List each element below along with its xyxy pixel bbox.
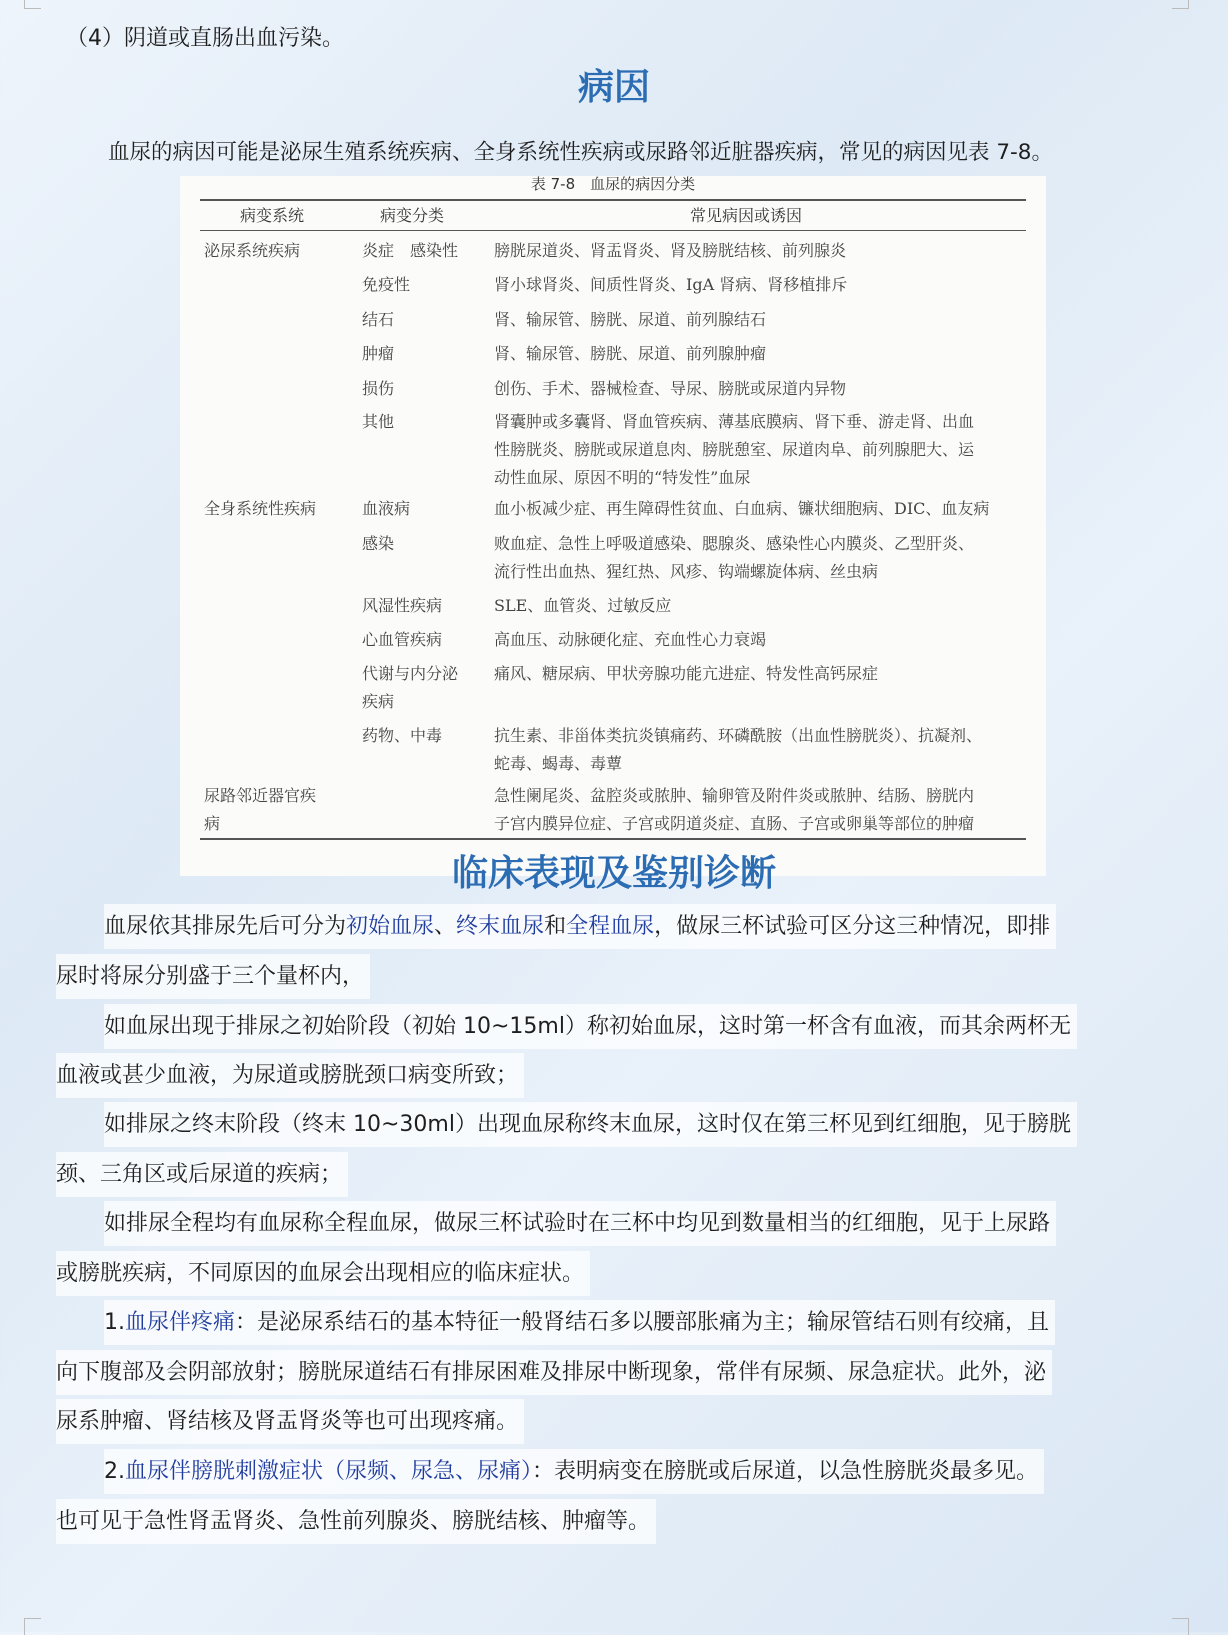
table-cell-category: 损伤	[362, 379, 395, 398]
table-bottom-rule	[200, 838, 1026, 840]
term-terminal-hematuria: 终末血尿	[456, 914, 545, 939]
table-cell-causes: 肾囊肿或多囊肾、肾血管疾病、薄基底膜病、肾下垂、游走肾、出血	[494, 412, 975, 431]
clinical-p2-line2: 血液或甚少血液，为尿道或膀胱颈口病变所致；	[56, 1061, 524, 1091]
table-cell-category: 血液病	[362, 499, 411, 518]
table-top-rule	[200, 199, 1026, 201]
clinical-p3-line1: 如排尿之终末阶段（终末 10~30ml）出现血尿称终末血尿，这时仅在第三杯见到红细胞，见于膀胱	[104, 1110, 1077, 1140]
table-cell-category: 其他	[362, 412, 395, 431]
table-cell-category: 药物、中毒	[362, 726, 443, 745]
table-cell-causes: 性膀胱炎、膀胱或尿道息肉、膀胱憩室、尿道肉阜、前列腺肥大、运	[494, 440, 975, 459]
table-caption: 表 7-8 血尿的病因分类	[530, 175, 696, 193]
table-cell-causes: 子宫内膜异位症、子宫或阴道炎症、直肠、子宫或卵巢等部位的肿瘤	[494, 814, 975, 833]
etiology-paragraph: 血尿的病因可能是泌尿生殖系统疾病、全身系统性疾病或尿路邻近脏器疾病，常见的病因见表 7-8。	[108, 140, 1053, 165]
section-heading-clinical: 临床表现及鉴别诊断	[451, 853, 776, 894]
table-cell-causes: 肾、输尿管、膀胱、尿道、前列腺结石	[494, 310, 767, 329]
term-initial-hematuria: 初始血尿	[346, 914, 435, 939]
table-cell-causes: 肾小球肾炎、间质性肾炎、IgA 肾病、肾移植排斥	[494, 275, 848, 294]
clinical-p5-line3: 尿系肿瘤、肾结核及肾盂肾炎等也可出现疼痛。	[56, 1407, 524, 1437]
table-cell-system: 全身系统性疾病	[204, 499, 317, 518]
p6-text: ：表明病变在膀胱或后尿道，以急性膀胱炎最多见。	[532, 1459, 1039, 1484]
clinical-p4-line2: 或膀胱疾病，不同原因的血尿会出现相应的临床症状。	[56, 1259, 590, 1289]
table-header-system: 病变系统	[240, 206, 305, 225]
p1-text-a: 血尿依其排尿先后可分为	[104, 914, 347, 939]
clinical-p5-line2: 向下腹部及会阴部放射；膀胱尿道结石有排尿困难及排尿中断现象，常伴有尿频、尿急症状。此外，泌	[56, 1358, 1052, 1388]
corner-mark-bottom-left	[24, 1618, 41, 1635]
p5-num: 1.	[104, 1310, 125, 1335]
corner-mark-bottom-right	[1172, 1618, 1189, 1635]
corner-mark-top-right	[1172, 0, 1189, 9]
p1-sep1: 、	[434, 914, 457, 939]
table-cell-system: 尿路邻近器官疾	[204, 786, 317, 805]
table-cell-causes: 肾、输尿管、膀胱、尿道、前列腺肿瘤	[494, 344, 767, 363]
table-cell-causes: 急性阑尾炎、盆腔炎或脓肿、输卵管及附件炎或脓肿、结肠、膀胱内	[494, 786, 975, 805]
term-total-hematuria: 全程血尿	[566, 914, 655, 939]
intro-line: （4）阴道或直肠出血污染。	[66, 26, 344, 51]
table-cell-causes: 抗生素、非甾体类抗炎镇痛药、环磷酰胺（出血性膀胱炎）、抗凝剂、	[494, 726, 983, 745]
table-header-causes: 常见病因或诱因	[690, 206, 803, 225]
p5-text: ：是泌尿系结石的基本特征一般肾结石多以腰部胀痛为主；输尿管结石则有绞痛，且	[235, 1310, 1050, 1335]
p1-text-b: ，做尿三杯试验可区分这三种情况，即排	[654, 914, 1051, 939]
p1-sep2: 和	[544, 914, 567, 939]
table-cell-category: 感染	[362, 534, 395, 553]
clinical-p2-line1: 如血尿出现于排尿之初始阶段（初始 10~15ml）称初始血尿，这时第一杯含有血液，而其余两杯无	[104, 1012, 1077, 1042]
table-cell-category: 结石	[362, 310, 395, 329]
table-cell-causes: 膀胱尿道炎、肾盂肾炎、肾及膀胱结核、前列腺炎	[494, 241, 847, 260]
table-cell-causes: 败血症、急性上呼吸道感染、腮腺炎、感染性心内膜炎、乙型肝炎、	[494, 534, 975, 553]
table-cell-causes: 蛇毒、蝎毒、毒蕈	[494, 754, 623, 773]
clinical-p6-line1	[104, 1457, 1044, 1487]
table-header-category: 病变分类	[380, 206, 445, 225]
section-heading-etiology: 病因	[577, 67, 650, 108]
clinical-p4-line1: 如排尿全程均有血尿称全程血尿，做尿三杯试验时在三杯中均见到数量相当的红细胞，见于上尿路	[104, 1209, 1056, 1239]
table-cell-category: 疾病	[362, 692, 395, 711]
clinical-p1-line1	[104, 912, 1056, 942]
table-cell-causes: 高血压、动脉硬化症、充血性心力衰竭	[494, 630, 767, 649]
table-header-rule	[200, 230, 1026, 231]
table-cell-category: 肿瘤	[362, 344, 395, 363]
corner-mark-top-left	[24, 0, 41, 9]
table-cell-causes: 动性血尿、原因不明的“特发性”血尿	[494, 468, 751, 487]
table-cell-category: 心血管疾病	[362, 630, 443, 649]
table-cell-causes: 血小板减少症、再生障碍性贫血、白血病、镰状细胞病、DIC、血友病	[494, 499, 990, 518]
table-cell-causes: 创伤、手术、器械检查、导尿、膀胱或尿道内异物	[494, 379, 847, 398]
table-cell-causes: 流行性出血热、猩红热、风疹、钩端螺旋体病、丝虫病	[494, 562, 879, 581]
clinical-p6-line2: 也可见于急性肾盂肾炎、急性前列腺炎、膀胱结核、肿瘤等。	[56, 1507, 656, 1537]
table-cell-causes: 痛风、糖尿病、甲状旁腺功能亢进症、特发性高钙尿症	[494, 664, 879, 683]
table-cell-category: 炎症 感染性	[362, 241, 459, 260]
term-hematuria-with-pain: 血尿伴疼痛	[125, 1310, 236, 1335]
table-cell-category: 代谢与内分泌	[362, 664, 459, 683]
table-cell-system: 病	[204, 814, 221, 833]
table-cell-system: 泌尿系统疾病	[204, 241, 301, 260]
p6-num: 2.	[104, 1459, 125, 1484]
table-cell-category: 免疫性	[362, 275, 411, 294]
clinical-p5-line1	[104, 1308, 1055, 1338]
etiology-table	[180, 176, 1046, 876]
clinical-p1-line2: 尿时将尿分别盛于三个量杯内，	[56, 962, 370, 992]
table-cell-causes: SLE、血管炎、过敏反应	[494, 596, 672, 615]
term-hematuria-with-bladder-irritation: 血尿伴膀胱刺激症状（尿频、尿急、尿痛）	[125, 1459, 533, 1484]
clinical-p3-line2: 颈、三角区或后尿道的疾病；	[56, 1160, 348, 1190]
table-cell-category: 风湿性疾病	[362, 596, 443, 615]
